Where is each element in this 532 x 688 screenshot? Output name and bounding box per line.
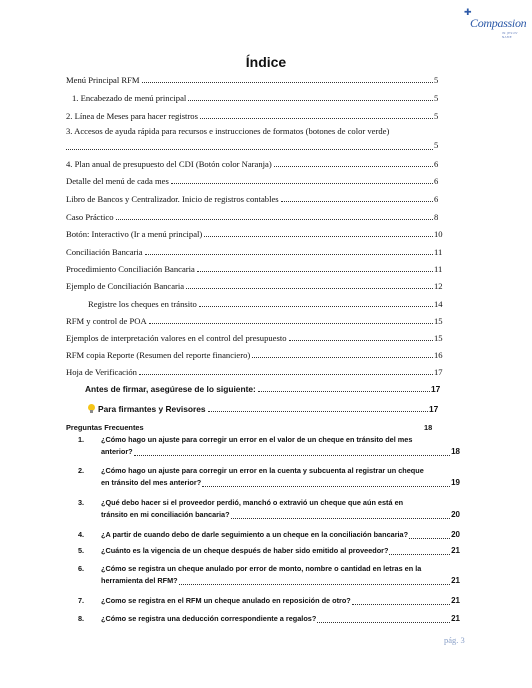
toc-entry[interactable]: Conciliación Bancaria 11	[66, 247, 443, 257]
faq-entry[interactable]: 7. ¿Como se registra en el RFM un cheque anulado en reposición de otro? 21	[78, 596, 460, 605]
page-title: Índice	[245, 54, 287, 70]
compassion-logo	[464, 8, 527, 39]
toc-entry[interactable]: Detalle del menú de cada mes 6	[66, 176, 439, 186]
toc-entry[interactable]: 1. Encabezado de menú principal 5	[72, 93, 439, 103]
page-number: pág. 3	[444, 635, 465, 645]
logo-text: Compassion	[470, 16, 527, 30]
lightbulb-icon	[88, 404, 95, 413]
toc-entry[interactable]: RFM copia Reporte (Resumen del reporte financiero) 16	[66, 350, 443, 360]
toc-entry[interactable]: Ejemplos de interpretación valores en el control del presupuesto 15	[66, 333, 443, 343]
toc-entry[interactable]: Preguntas Frecuentes 18	[66, 423, 433, 432]
toc-entry[interactable]: Libro de Bancos y Centralizador. Inicio de registros contables 6	[66, 194, 439, 204]
toc-entry[interactable]: 4. Plan anual de presupuesto del CDI (Botón color Naranja) 6	[66, 159, 439, 169]
toc-entry[interactable]: Para firmantes y Revisores 17	[88, 400, 438, 414]
toc-entry[interactable]: 2. Línea de Meses para hacer registros 5	[66, 111, 439, 121]
faq-entry[interactable]: 5. ¿Cuánto es la vigencia de un cheque después de haber sido emitido al proveedor? 21	[78, 546, 460, 555]
faq-entry[interactable]: 3. ¿Qué debo hacer si el proveedor perdió, manchó o extravió un cheque que aún está en tránsito en mi conciliación bancaria? 20	[78, 498, 460, 519]
faq-entry[interactable]: 8. ¿Cómo se registra una deducción correspondiente a regalos? 21	[78, 614, 460, 623]
toc-entry[interactable]: Caso Práctico 8	[66, 212, 439, 222]
toc-entry[interactable]: Hoja de Verificación 17	[66, 367, 443, 377]
toc-entry[interactable]: Procedimiento Conciliación Bancaria 11	[66, 264, 443, 274]
toc-entry[interactable]: 3. Accesos de ayuda rápida para recursos e instrucciones de formatos (botones de color verde) 5	[66, 126, 439, 150]
toc-entry[interactable]: Antes de firmar, asegúrese de lo siguiente: 17	[85, 384, 441, 394]
cross-icon: ✚	[464, 8, 472, 18]
toc-entry[interactable]: Botón: Interactivo (Ir a menú principal) 10	[66, 229, 443, 239]
faq-entry[interactable]: 2. ¿Cómo hago un ajuste para corregir un error en la cuenta y subcuenta al registrar un cheque en tránsito del mes anterior? 19	[78, 466, 460, 487]
faq-entry[interactable]: 6. ¿Cómo se registra un cheque anulado por error de monto, nombre o cantidad en letras en la herramienta del RFM? 21	[78, 564, 460, 585]
toc-entry[interactable]: RFM y control de POA 15	[66, 316, 443, 326]
toc-entry[interactable]: Registre los cheques en tránsito 14	[88, 299, 443, 309]
faq-entry[interactable]: 1. ¿Cómo hago un ajuste para corregir un error en el valor de un cheque en tránsito del mes anterior? 18	[78, 435, 460, 456]
faq-entry[interactable]: 4. ¿A partir de cuando debo de darle seguimiento a un cheque en la conciliación bancaria? 20	[78, 530, 460, 539]
toc-entry[interactable]: Ejemplo de Conciliación Bancaria 12	[66, 281, 443, 291]
logo-tagline: IN JESUS' NAME	[502, 31, 519, 39]
toc-entry[interactable]: Menú Principal RFM 5	[66, 75, 439, 85]
